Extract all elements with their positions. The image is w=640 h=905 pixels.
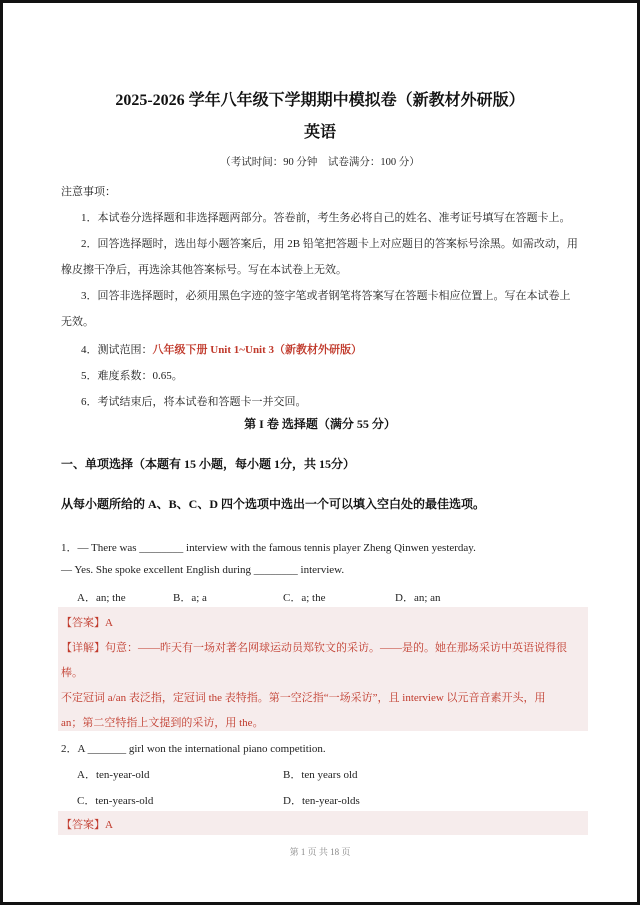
q1-stem-2: — Yes. She spoke excellent English during ________ interview. bbox=[61, 564, 345, 576]
q1-option-a: A．an; the bbox=[77, 592, 126, 604]
q2-option-c: C．ten-years-old bbox=[77, 795, 154, 807]
note-3b: 无效。 bbox=[61, 316, 94, 328]
note-4-range: 八年级下册 Unit 1~Unit 3（新教材外研版） bbox=[152, 344, 363, 356]
note-6: 6．考试结束后，将本试卷和答题卡一并交回。 bbox=[81, 396, 307, 408]
note-4 bbox=[81, 341, 591, 357]
q2-option-d: D．ten-year-olds bbox=[283, 795, 360, 807]
note-2b: 橡皮擦干净后，再选涂其他答案标号。写在本试卷上无效。 bbox=[61, 264, 347, 276]
page-number: 第 1 页 共 18 页 bbox=[289, 847, 351, 857]
note-5: 5．难度系数：0.65。 bbox=[81, 370, 183, 382]
note-3a: 3．回答非选择题时，必须用黑色字迹的签字笔或者钢笔将答案写在答题卡相应位置上。写在本试卷上 bbox=[81, 290, 571, 302]
q1-detail-3: 不定冠词 a/an 表泛指，定冠词 the 表特指。第一空泛指“一场采访”，且 interview 以元音音素开头，用 bbox=[61, 692, 546, 704]
q1-detail-1: 【详解】句意：——昨天有一场对著名网球运动员郑钦文的采访。——是的。她在那场采访中英语说得很 bbox=[61, 642, 567, 654]
exam-subject: 英语 bbox=[303, 124, 336, 141]
q1-stem-1: 1．— There was ________ interview with the famous tennis player Zheng Qinwen yesterday. bbox=[61, 542, 476, 554]
section-title: 第 I 卷 选择题（满分 55 分） bbox=[244, 417, 396, 431]
notes-heading: 注意事项： bbox=[61, 186, 116, 198]
part-heading: 一、单项选择（本题有 15 小题，每小题 1分，共 15分） bbox=[61, 457, 356, 471]
note-1: 1．本试卷分选择题和非选择题两部分。答卷前，考生务必将自己的姓名、准考证号填写在答题卡上。 bbox=[81, 212, 571, 224]
note-4-label: 4．测试范围： bbox=[81, 344, 153, 356]
q2-stem: 2．A _______ girl won the international piano competition. bbox=[61, 743, 326, 755]
exam-title: 2025-2026 学年八年级下学期期中模拟卷（新教材外研版） bbox=[115, 92, 525, 109]
exam-info: （考试时间：90 分钟 试卷满分：100 分） bbox=[220, 157, 420, 168]
q1-answer: 【答案】A bbox=[61, 617, 113, 629]
part-instruction: 从每小题所给的 A、B、C、D 四个选项中选出一个可以填入空白处的最佳选项。 bbox=[61, 497, 486, 511]
q1-option-c: C．a; the bbox=[283, 592, 326, 604]
note-2a: 2．回答选择题时，选出每小题答案后，用 2B 铅笔把答题卡上对应题目的答案标号涂黑。如需改动，用 bbox=[81, 238, 578, 250]
q1-option-d: D．an; an bbox=[395, 592, 441, 604]
q2-answer: 【答案】A bbox=[61, 819, 113, 831]
q1-detail-2: 棒。 bbox=[61, 667, 83, 679]
q1-option-b: B．a; a bbox=[173, 592, 207, 604]
q2-option-b: B．ten years old bbox=[283, 769, 358, 781]
q2-option-a: A．ten-year-old bbox=[77, 769, 150, 781]
q1-detail-4: an；第二空特指上文提到的采访，用 the。 bbox=[61, 717, 264, 729]
